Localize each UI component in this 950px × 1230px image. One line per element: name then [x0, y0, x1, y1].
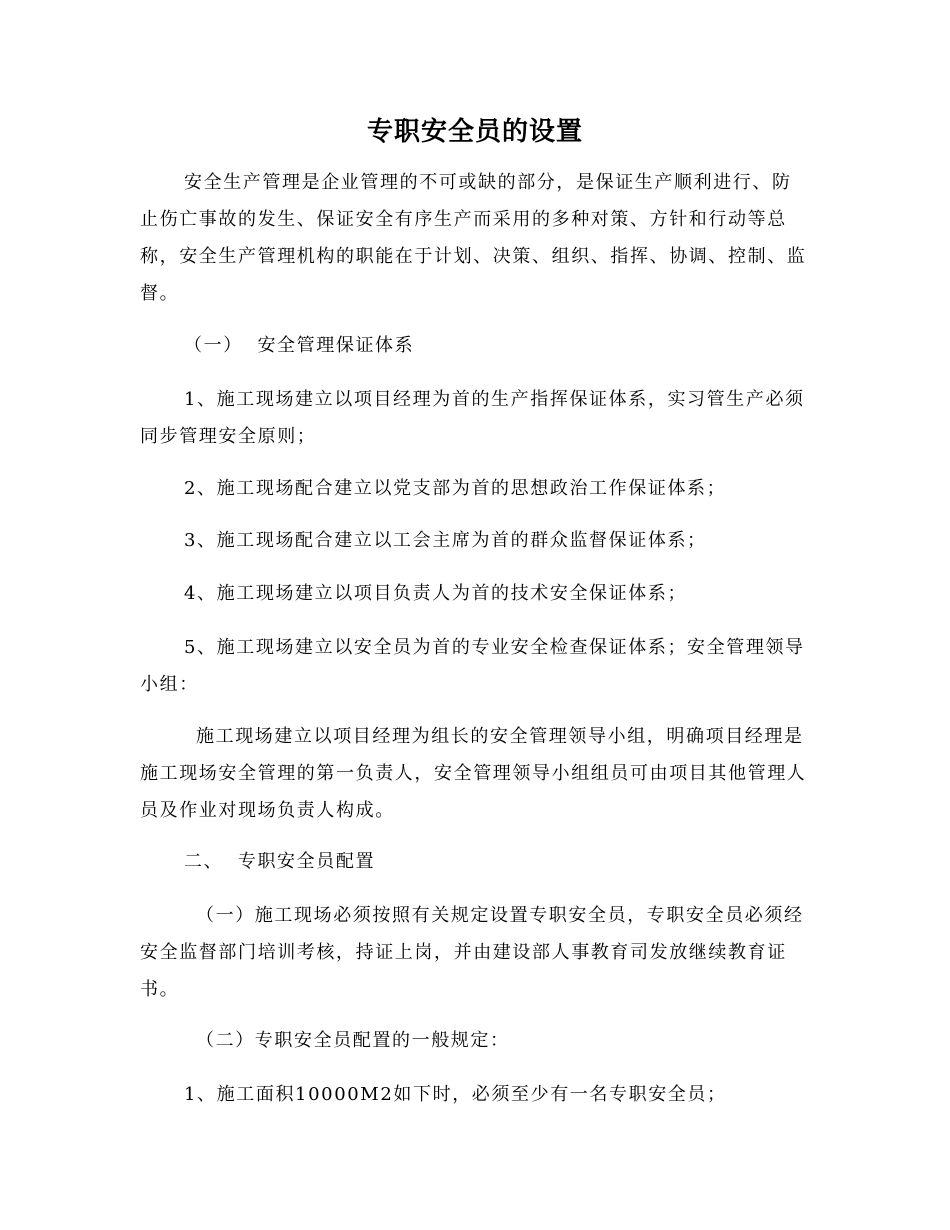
paragraph-intro: 安全生产管理是企业管理的不可或缺的部分，是保证生产顺利进行、防止伤亡事故的发生、保证安全有序生产而采用的多种对策、方针和行动等总称，安全生产管理机构的职能在于计划、决策、组织、指挥、协调、控制、监督。	[140, 172, 807, 304]
section-heading-safety-system: （一） 安全管理保证体系	[184, 335, 415, 356]
list-item-2: 2、施工现场配合建立以党支部为首的思想政治工作保证体系；	[184, 478, 727, 499]
list-item-3: 3、施工现场配合建立以工会主席为首的群众监督保证体系；	[184, 530, 707, 551]
rule-item-1: 1、施工面积10000M2如下时，必须至少有一名专职安全员；	[184, 1084, 727, 1105]
list-item-5: 5、施工现场建立以安全员为首的专业安全检查保证体系；安全管理领导小组：	[140, 637, 805, 695]
subsection-heading-general-rules: （二）专职安全员配置的一般规定：	[196, 1030, 510, 1051]
document-title: 专职安全员的设置	[366, 117, 583, 147]
list-item-4: 4、施工现场建立以项目负责人为首的技术安全保证体系；	[184, 583, 688, 604]
list-item-1: 1、施工现场建立以项目经理为首的生产指挥保证体系，实习管生产必须同步管理安全原则；	[140, 389, 805, 447]
paragraph-certification: （一）施工现场必须按照有关规定设置专职安全员，专职安全员必须经安全监督部门培训考核，持证上岗，并由建设部人事教育司发放继续教育证书。	[140, 905, 804, 1000]
paragraph-leadership-group: 施工现场建立以项目经理为组长的安全管理领导小组，明确项目经理是施工现场安全管理的第一负责人，安全管理领导小组组员可由项目其他管理人员及作业对现场负责人构成。	[140, 726, 807, 821]
section-heading-staffing: 二、 专职安全员配置	[184, 851, 376, 872]
